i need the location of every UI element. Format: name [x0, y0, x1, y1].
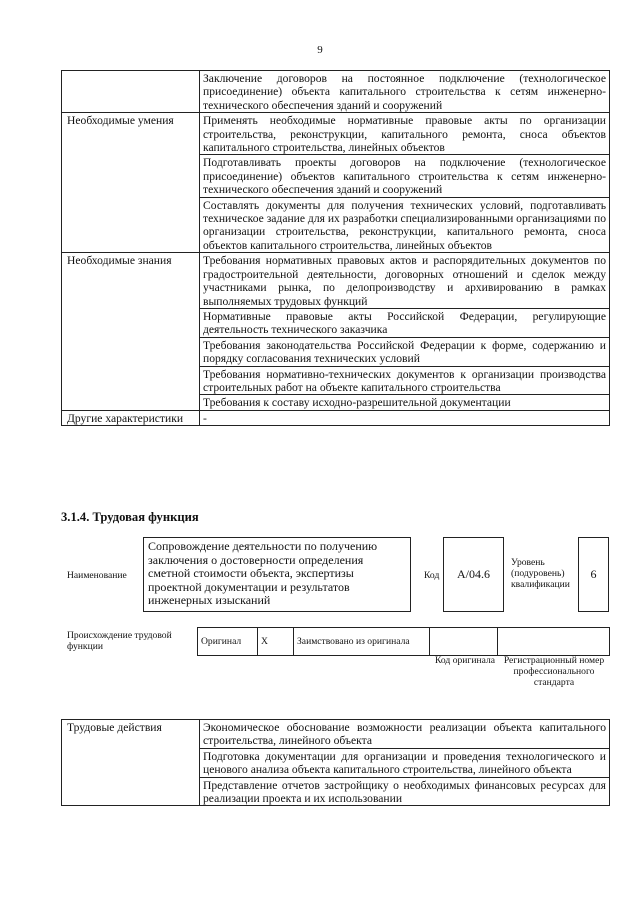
level-box [578, 537, 609, 612]
original-mark: X [258, 628, 294, 656]
registration-number-cell [498, 628, 610, 656]
function-code-box [443, 537, 504, 612]
knowledge-item: Требования к составу исходно-разрешительной документации [200, 395, 610, 410]
knowledge-item: Требования законодательства Российской Федерации к форме, содержанию и порядку согласования технических условий [200, 337, 610, 366]
table-row [62, 720, 610, 749]
table-row [198, 628, 610, 656]
function-code-value: А/04.6 [457, 567, 490, 581]
level-label: Уровень (подуровень) квалификации [511, 557, 570, 590]
knowledge-item: Требования нормативных правовых актов и распорядительных документов по градостроительной деятельности, договорных отношений и сделок между участниками рынка, по делопроизводству и архивированию в рамках выполняемых трудовых функций [200, 253, 610, 309]
labor-action-item: Экономическое обоснование возможности реализации объекта капитального строительства, линейного объекта [200, 720, 610, 749]
labor-action-item: Представление отчетов застройщику о необходимых финансовых ресурсах для реализации проекта и их использовании [200, 777, 610, 806]
knowledge-label: Необходимые знания [62, 253, 200, 410]
continuation-cell: Заключение договоров на постоянное подключение (технологическое присоединение) объекта капитального строительства к сетям инженерно-технического обеспечения зданий и сооружений [200, 71, 610, 113]
registration-caption: Регистрационный номер профессионального стандарта [503, 655, 605, 688]
skills-label: Необходимые умения [62, 113, 200, 253]
labor-actions-table [61, 719, 610, 806]
code-caption: Код оригинала [434, 655, 496, 666]
skills-item: Подготавливать проекты договоров на подключение (технологическое присоединение) объектов капитального строительства к сетям инженерно-технического обеспечения зданий и сооружений [200, 155, 610, 197]
table-row [62, 410, 610, 425]
empty-label-cell [62, 71, 200, 113]
page-number: 9 [317, 44, 323, 56]
table-row [62, 71, 610, 113]
table-row [62, 113, 610, 155]
borrowed-cell: Заимствовано из оригинала [294, 628, 430, 656]
requirements-table [61, 70, 610, 426]
skills-item: Составлять документы для получения технических условий, подготавливать техническое задание для их разработки специализированными организациями по организации строительства, реконструкции, капитального ремонта, сноса объектов капитального строительства, линейных объектов [200, 197, 610, 253]
function-name-box: Сопровождение деятельности по получению заключения о достоверности определения сметной стоимости объекта, экспертизы проектной документации и результатов инженерных изысканий [143, 537, 411, 612]
knowledge-item: Требования нормативно-технических документов к организации производства строительных работ на объекте капитального строительства [200, 366, 610, 395]
other-characteristics-label: Другие характеристики [62, 410, 200, 425]
name-label: Наименование [67, 570, 127, 581]
origin-label: Происхождение трудовой функции [67, 630, 172, 652]
labor-actions-label: Трудовые действия [62, 720, 200, 806]
table-row [62, 253, 610, 309]
level-value: 6 [590, 567, 597, 581]
skills-item: Применять необходимые нормативные правовые акты по организации строительства, реконструкции, капитального ремонта, сноса объектов капитального строительства, линейных объектов [200, 113, 610, 155]
code-label: Код [424, 570, 440, 581]
knowledge-item: Нормативные правовые акты Российской Федерации, регулирующие деятельность технического заказчика [200, 308, 610, 337]
original-code-cell [430, 628, 498, 656]
other-characteristics-value: - [200, 410, 610, 425]
origin-table [197, 627, 610, 656]
labor-action-item: Подготовка документации для организации и проведения технологического и ценового анализа объекта капитального строительства, линейного объекта [200, 748, 610, 777]
section-title: 3.1.4. Трудовая функция [61, 510, 199, 524]
original-cell: Оригинал [198, 628, 258, 656]
